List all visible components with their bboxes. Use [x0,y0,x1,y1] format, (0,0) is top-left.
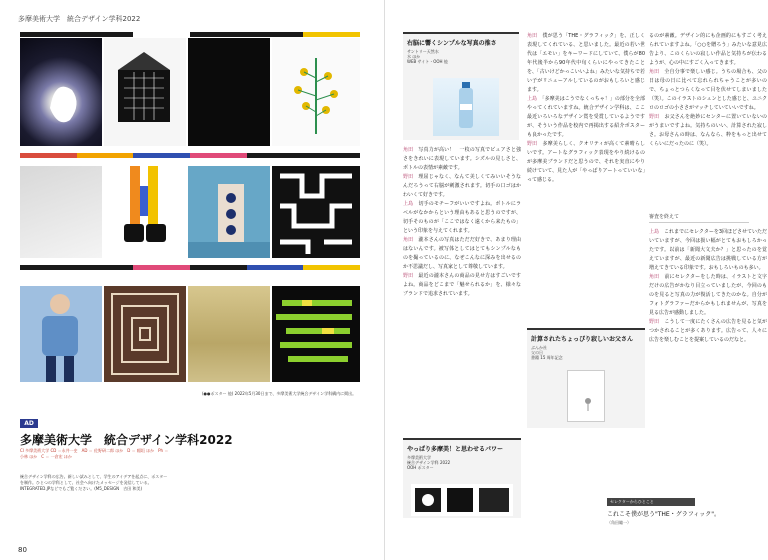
column-c2-para-0: 上島 これまでにセレクターを3回ほどさせていただいていますが、今回は扱い幅がとてもおもしろかったです。以前は「新聞大文夫か？」と思ったのを覚えていますが、最近の新聞広告は挑戦している方が増えてきている印象です。おもしろいものも多い。 [649,229,768,271]
sub-head: 審査を終えて [649,214,680,220]
column-c2-para-2: 野田 こうして一度にたくさんの広告を見ると気がつかされることが多くあります。広告って、人々に広告を楽しむことを提案しているのだなと。 [649,319,767,343]
column-a-para-2: 上島 切手のモチーフがいいですよね。ボトルにラベルがなかからという理由もあると思うのですが、切手そのものが「ここではなく遠くから来たもの」という印象を与えてくれます。 [403,201,521,234]
column-b-para-2: 野田 多摩美らしく、クオリティが高くて素晴らしいです。アートなグラフィック表現をやり続けるのが多摩美ブランドだと思うので、それを実直にやり続けていて、見た人が「やっぱりアートっていいな」って感じる。 [527,141,645,183]
box-water-title: 右脳に響くシンプルな写真の推さ [407,40,497,47]
box-father-meta-2: 書籍 15 周年記念 [531,355,563,360]
column-a-para-4: 野田 最近の瀧本さんの商品の見せ方はすごいですよね。商品をどこまで「魅せられるか」を、様々なブランドで追求されています。 [403,273,521,297]
poster-pattern [272,166,360,258]
father-thumb [567,370,605,422]
poster-corridor [104,286,186,382]
column-b-para-1: 上島 「多摩美はこうでなくっちゃ！」の部分を全部やってくれていますね。統合デザイン学科は、ここ最近いろいろなデザイン賞を受賞しているようですが、そういう作品を校内で再掲出する紹介ポスターも良かったです。 [527,96,645,138]
column-b-para-0: 角田 僕が思う「THE・グラフィック」を、正しく表現してくれている、と思いました。最近の若い世代は「エモい」をキーワードにしていて、僕らが80年代後半から90年代中旬くらいにやってきたことを、「古いけどかっこいいよね」みたいな気持ちで若い子がリニューアルしているのがおもしろいと感じます。 [527,33,645,93]
ad-badge: AD [20,419,38,428]
column-a [403,146,521,299]
page-number: 80 [18,546,27,554]
poster-glow [20,38,102,146]
ad-credits: Cl 多摩美術大学 CD ＝永井一史 AD ＝ 佐野研二郎 ほか D ＝ 稲垣 ほか Ph ＝ 小林 ほか C ＝ 一倉宏 ほか [20,448,169,459]
poster-caption: (●●ポスター 他) 2022年5月30日まで、多摩美術大学統合デザイン学科構内に掲出。 [202,391,357,396]
poster-black [188,38,270,146]
tamabi-thumb [411,484,513,516]
pull-quote: これこそ僕が思う"THE・グラフィック"。 [607,511,721,518]
column-c-para-1: 角田 全自分事で楽しい感じ。うちの場合も、父の日は母の日に比べて忘れられちゃうことが多いので、ちょっとつらくなって目を伏せてしまいました（笑）。このイラストのシュンとした感じと、ユニクロのロゴの小ささがマッチしていていいですね。 [649,69,767,111]
box-water-meta-1: 水 ほか [407,54,421,59]
color-strip-top [20,32,360,37]
color-strip-mid [20,153,360,158]
box-father-title: 計算されたちょっぴり寂しいお父さん [531,336,634,343]
poster-gold [188,286,270,382]
pull-name: （角田瞳一） [607,520,631,525]
column-a-para-3: 角田 瀧本さんの写真はただだ好きで、あまり理由はないんです。被写体としてはとてもシンプルなものを撮っているのに、なぜこんなに深みを出せるのか不思議だし、写真家として尊敬しています。 [403,237,521,270]
box-father [527,328,645,428]
box-father-meta-1: 父の日 [531,350,543,355]
column-b [527,32,645,185]
color-strip-bottom [20,265,360,270]
poster-person [20,286,102,382]
poster-fabric [20,166,102,258]
sub-head-rule [649,222,749,223]
box-tamabi-meta-2: OOH ポスター [407,465,434,470]
box-water [403,32,519,140]
right-page [384,0,768,560]
box-father-meta-0: ぶんか社 [531,345,547,350]
column-c2-para-1: 角田 前にセレクターをした時は、イラストと文字だけの広告がかなり目立っていましたが、今回のものを見ると写真の力が復活してきたのかな。自分がフォトグラファーだからかもしれませんが、写真を見る広告が感動しました。 [649,274,767,316]
selector-tag: セレクターからひとこと [607,498,695,506]
poster-blue-box [188,166,270,258]
ad-title: 多摩美術大学 統合デザイン学科2022 [20,433,233,447]
box-tamabi-meta-0: 多摩美術大学 [407,455,431,460]
box-water-meta-0: サントリー天然水 [407,49,439,54]
box-tamabi [403,438,521,518]
column-c-para-0: るのが素敵。デザイン的にも企画的にもすごく考えられていますよね。「○○を贈ろう」みたいな意見広告より、このくらいの寂しい作品と気持ちが伝わるようが、心の中にすごく入ってきます。 [649,33,767,66]
column-c2 [649,228,767,345]
box-tamabi-meta-1: 統合デザイン学科 2022 [407,460,451,465]
column-c-para-2: 野田 お父さんを絶妙にセンターに置いていないのがうまいですよね。気持ちのいい、計算された寂しさ。お母さんの時は、なんなら、粋をもっと出せてくらいにだったのに（笑）。 [649,114,767,147]
column-a-para-0: 角田 写真力が高い！ 一枚の写真でピュアさと強さをきれいに表現しています。シズルの見しさと、ボトルの表情が素敵です。 [403,147,521,171]
poster-tree [272,38,360,146]
ad-lead: 統合デザイン学科の広告。新しい試みとして、学生のアイデアを起点に、ポスターを制作。ひとつの学科として、社会へ向けたメッセージを発信している。INTEGRATED.JPなどでもご覧ください。(M5_DESIGN 吉田 和美) [20,474,168,491]
column-a-para-1: 野田 理屈じゃなく、なんて美しくてみいいそうなんだろうって右脳が刺激されます。切手の口ゴはかわいくて好きです。 [403,174,521,198]
water-bottle-image [433,78,499,136]
poster-structure [104,38,186,146]
poster-stripes [272,286,360,382]
poster-legs [104,166,186,258]
box-water-meta-2: WEB サイト・OOH 他 [407,59,448,64]
page-header: 多摩美術大学 統合デザイン学科2022 [18,15,141,23]
box-tamabi-title: やっぱり多摩美！と思わせるパワー [407,446,504,453]
column-c [649,32,767,149]
